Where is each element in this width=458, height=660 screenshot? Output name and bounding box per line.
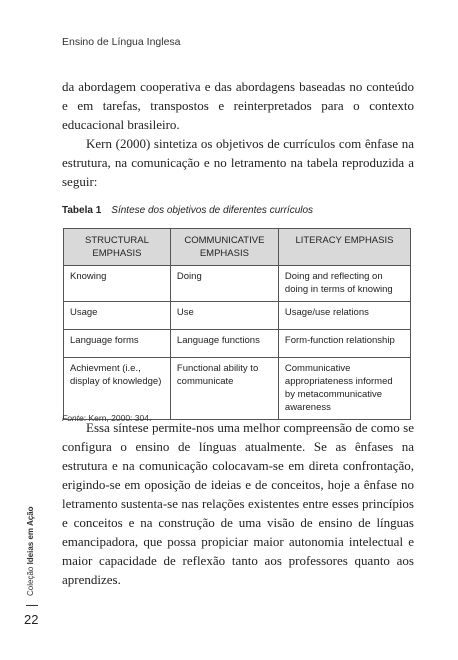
paragraph-intro-line-b: Kern (2000) sintetiza os objetivos de currículos com ênfase na estrutura, na comunicação e no letramento na tabela reproduzida a seguir: (62, 136, 414, 189)
spine-divider (26, 605, 38, 606)
table-row (64, 302, 411, 330)
series-name: Ideias em Ação (26, 506, 35, 565)
table-title: Síntese dos objetivos de diferentes currículos (111, 205, 314, 216)
table-cell: Communicative appropriateness informed by metacommunicative awareness (278, 358, 410, 420)
running-head: Ensino de Língua Inglesa (62, 36, 181, 48)
source-text: : Kern, 2000: 304. (83, 413, 152, 423)
table-number: Tabela 1 (62, 205, 102, 216)
table-caption (62, 205, 313, 216)
series-label (26, 506, 35, 596)
header-communicative: COMMUNICATIVE EMPHASIS (170, 229, 278, 266)
table-cell: Doing and reflecting on doing in terms of knowing (278, 266, 410, 302)
table-cell: Usage/use relations (278, 302, 410, 330)
page-number: 22 (24, 612, 39, 627)
header-literacy: LITERACY EMPHASIS (278, 229, 410, 266)
curriculum-summary-table (63, 228, 411, 420)
table-cell: Language forms (64, 330, 171, 358)
paragraph-intro-line-a: da abordagem cooperativa e das abordagens baseadas no conteúdo e em tarefas, transpostos e reinterpretados para o contexto educacional brasileiro. (62, 79, 414, 132)
series-prefix: Coleção (26, 564, 35, 596)
series-spine (26, 500, 40, 600)
table-cell: Usage (64, 302, 171, 330)
table-cell: Knowing (64, 266, 171, 302)
table-cell: Functional ability to communicate (170, 358, 278, 420)
table-header-row (64, 229, 411, 266)
table-cell: Doing (170, 266, 278, 302)
source-label: Fonte (62, 413, 84, 423)
table-cell: Achievment (i.e., display of knowledge) (64, 358, 171, 420)
table-row (64, 358, 411, 420)
header-structural: STRUCTURAL EMPHASIS (64, 229, 171, 266)
table-row (64, 330, 411, 358)
paragraph-discussion-text: Essa síntese permite-nos uma melhor compreensão de como se configura o ensino de línguas atualmente. Se as ênfases na estrutura e na comunicação colocavam-se em direta confrontação, erigindo-se em oposição de ideias e de conceitos, hoje a ênfase no letramento sustenta-se nas relações existentes entre esses princípios e conceitos e na construção de uma visão de ensino de línguas emancipadora, que possa propiciar maior autonomia intelectual e maior capacidade de reflexão tanto aos professores quanto aos aprendizes. (62, 420, 414, 587)
paragraph-intro (62, 77, 414, 191)
table-cell: Form-function relationship (278, 330, 410, 358)
table-cell: Use (170, 302, 278, 330)
paragraph-discussion (62, 418, 414, 589)
table-cell: Language functions (170, 330, 278, 358)
table-row (64, 266, 411, 302)
